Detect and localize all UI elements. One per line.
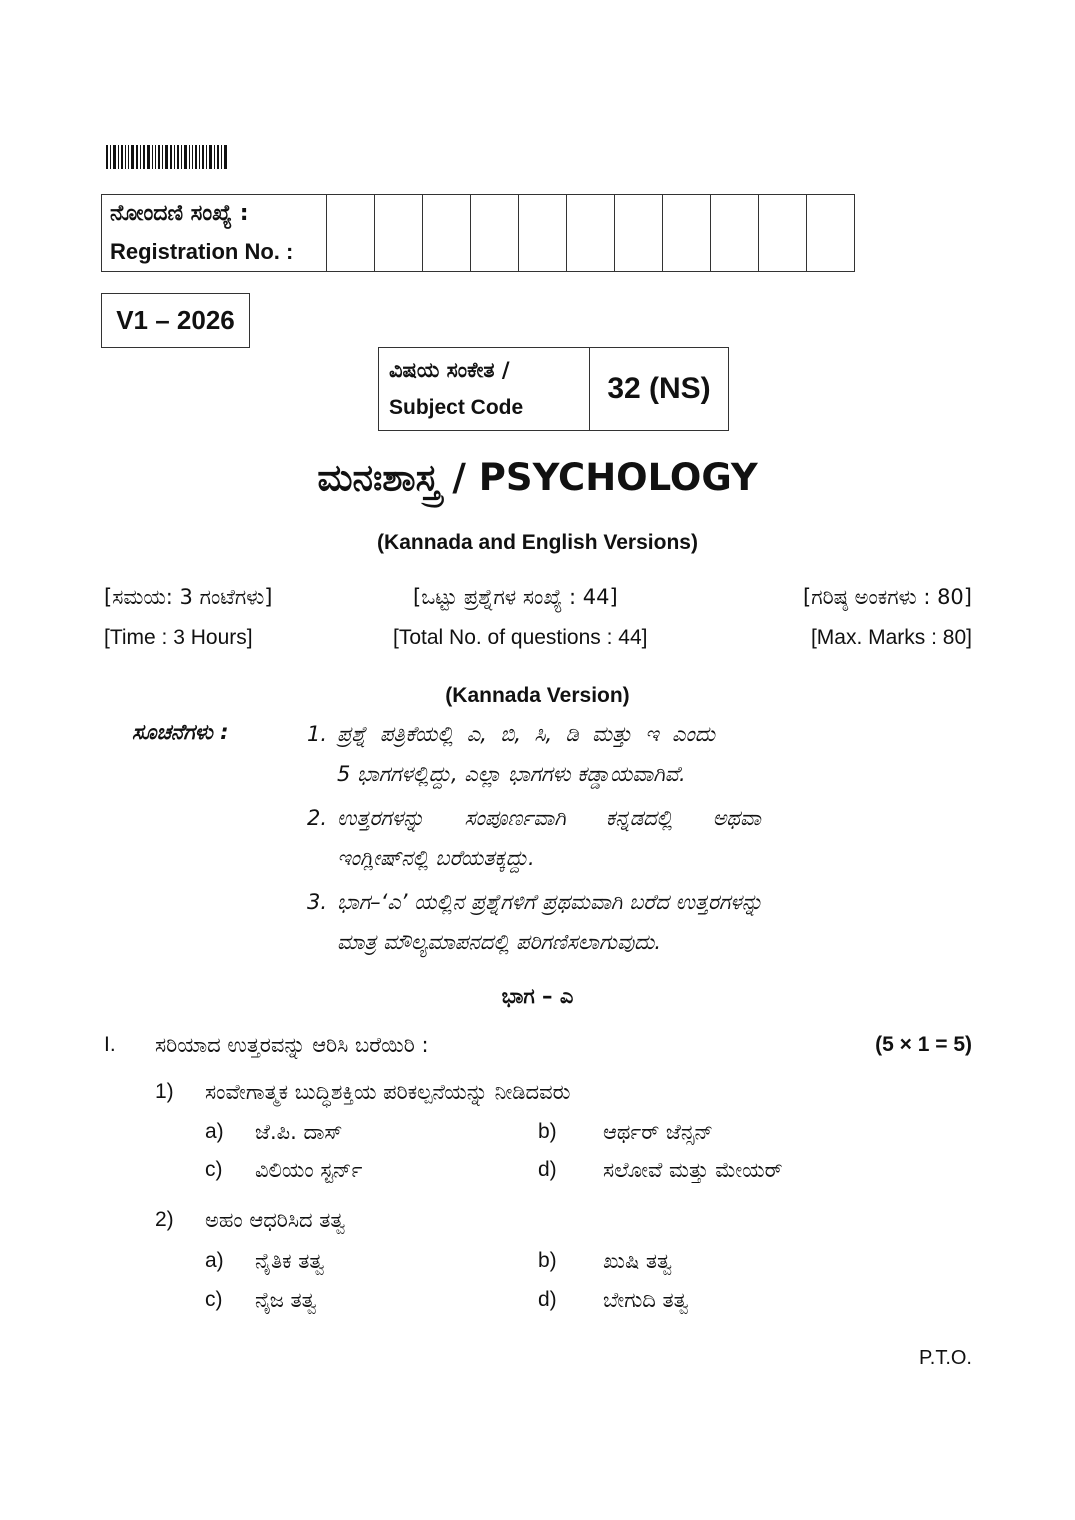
option-key: a): [205, 1249, 224, 1272]
subject-label: [379, 348, 590, 431]
registration-digit-box[interactable]: [519, 195, 567, 272]
instruction-text: ಉತ್ತರಗಳನ್ನು ಸಂಪೂರ್ಣವಾಗಿ ಕನ್ನಡದಲ್ಲಿ ಅಥವಾ: [337, 806, 761, 830]
registration-label-en: Registration No. :: [110, 239, 294, 264]
option-text: ಖುಷಿ ತತ್ವ: [603, 1249, 672, 1273]
instruction-text: ಪ್ರಶ್ನೆ ಪತ್ರಿಕೆಯಲ್ಲಿ ಎ, ಬಿ, ಸಿ, ಡಿ ಮತ್ತು ಇ ಎಂದು: [337, 722, 716, 746]
registration-digit-box[interactable]: [615, 195, 663, 272]
section-instruction: ಸರಿಯಾದ ಉತ್ತರವನ್ನು ಆರಿಸಿ ಬರೆಯಿರಿ :: [155, 1033, 429, 1057]
registration-digit-box[interactable]: [807, 195, 855, 272]
subject-label-kn: ವಿಷಯ ಸಂಕೇತ /: [389, 358, 510, 382]
subject-label-en: Subject Code: [389, 396, 524, 419]
subject-code: 32 (NS): [590, 348, 729, 431]
option-key: c): [205, 1288, 223, 1311]
questions-en: [Total No. of questions : 44]: [393, 626, 648, 649]
option-text: ನೈಜ ತತ್ವ: [255, 1288, 317, 1312]
instruction-text: ಮಾತ್ರ ಮೌಲ್ಯಮಾಪನದಲ್ಲಿ ಪರಿಗಣಿಸಲಾಗುವುದು.: [337, 930, 662, 954]
section-marks: (5 × 1 = 5): [875, 1033, 972, 1056]
paper-title: ಮನಃಶಾಸ್ತ್ರ / PSYCHOLOGY: [317, 456, 758, 499]
part-heading: ಭಾಗ – ಎ: [501, 984, 574, 1008]
registration-label-kn: ನೋಂದಣಿ ಸಂಖ್ಯೆ :: [110, 201, 249, 226]
option-text: ಬೇಗುದಿ ತತ್ವ: [603, 1288, 689, 1312]
registration-digit-box[interactable]: [375, 195, 423, 272]
instruction-text: 5 ಭಾಗಗಳಲ್ಲಿದ್ದು, ಎಲ್ಲಾ ಭಾಗಗಳು ಕಡ್ಡಾಯವಾಗಿವೆ.: [337, 762, 686, 786]
instruction-text: ಇಂಗ್ಲೀಷ್‌ನಲ್ಲಿ ಬರೆಯತಕ್ಕದ್ದು.: [337, 846, 535, 870]
section-number: I.: [104, 1033, 116, 1056]
registration-table: [101, 194, 855, 272]
registration-digit-box[interactable]: [327, 195, 375, 272]
registration-digit-box[interactable]: [567, 195, 615, 272]
questions-kn: [ಒಟ್ಟು ಪ್ರಶ್ನೆಗಳ ಸಂಖ್ಯೆ : 44]: [413, 585, 618, 609]
option-key: c): [205, 1158, 223, 1181]
instructions-label: ಸೂಚನೆಗಳು :: [132, 720, 229, 744]
option-text: ಜೆ.ಪಿ. ದಾಸ್: [255, 1120, 343, 1144]
paper-subtitle: (Kannada and English Versions): [377, 531, 698, 554]
version-heading: (Kannada Version): [445, 684, 630, 707]
registration-digit-box[interactable]: [423, 195, 471, 272]
option-text: ಆರ್ಥರ್ ಜೆನ್ಸನ್: [603, 1120, 714, 1144]
marks-en: [Max. Marks : 80]: [810, 626, 972, 649]
option-text: ನೈತಿಕ ತತ್ವ: [255, 1249, 325, 1273]
question-text: ಸಂವೇಗಾತ್ಮಕ ಬುದ್ಧಿಶಕ್ತಿಯ ಪರಿಕಲ್ಪನೆಯನ್ನು ನೀಡಿದವರು: [205, 1080, 571, 1104]
instruction-item: [307, 882, 975, 962]
page-turn-note: P.T.O.: [919, 1347, 972, 1369]
time-en: [Time : 3 Hours]: [104, 626, 253, 649]
instruction-number: 2.: [307, 806, 328, 830]
option-key: d): [538, 1288, 557, 1311]
option-key: d): [538, 1158, 557, 1181]
instruction-text: ಭಾಗ–‘ಎ’ ಯಲ್ಲಿನ ಪ್ರಶ್ನೆಗಳಿಗೆ ಪ್ರಥಮವಾಗಿ ಬರೆದ ಉತ್ತರಗಳನ್ನು: [337, 890, 763, 914]
option-key: b): [538, 1249, 557, 1272]
registration-digit-box[interactable]: [711, 195, 759, 272]
question-number: 2): [155, 1208, 174, 1231]
instruction-item: [307, 798, 975, 878]
barcode: [106, 145, 248, 169]
option-key: a): [205, 1120, 224, 1143]
marks-kn: [ಗರಿಷ್ಠ ಅಂಕಗಳು : 80]: [803, 585, 972, 609]
option-key: b): [538, 1120, 557, 1143]
registration-digit-box[interactable]: [759, 195, 807, 272]
version-code: V1 – 2026: [101, 293, 250, 348]
question-text: ಅಹಂ ಆಧರಿಸಿದ ತತ್ವ: [205, 1208, 346, 1232]
instruction-number: 3.: [307, 890, 328, 914]
registration-digit-box[interactable]: [471, 195, 519, 272]
instruction-number: 1.: [307, 722, 328, 746]
option-text: ಸಲೋವೆ ಮತ್ತು ಮೇಯರ್: [603, 1158, 783, 1182]
option-text: ವಿಲಿಯಂ ಸ್ಟರ್ನ್: [255, 1158, 363, 1182]
instruction-item: [307, 714, 975, 794]
subject-code-table: [378, 347, 729, 431]
registration-label: [102, 195, 327, 272]
question-number: 1): [155, 1080, 174, 1103]
registration-digit-box[interactable]: [663, 195, 711, 272]
time-kn: [ಸಮಯ: 3 ಗಂಟೆಗಳು]: [104, 585, 273, 609]
